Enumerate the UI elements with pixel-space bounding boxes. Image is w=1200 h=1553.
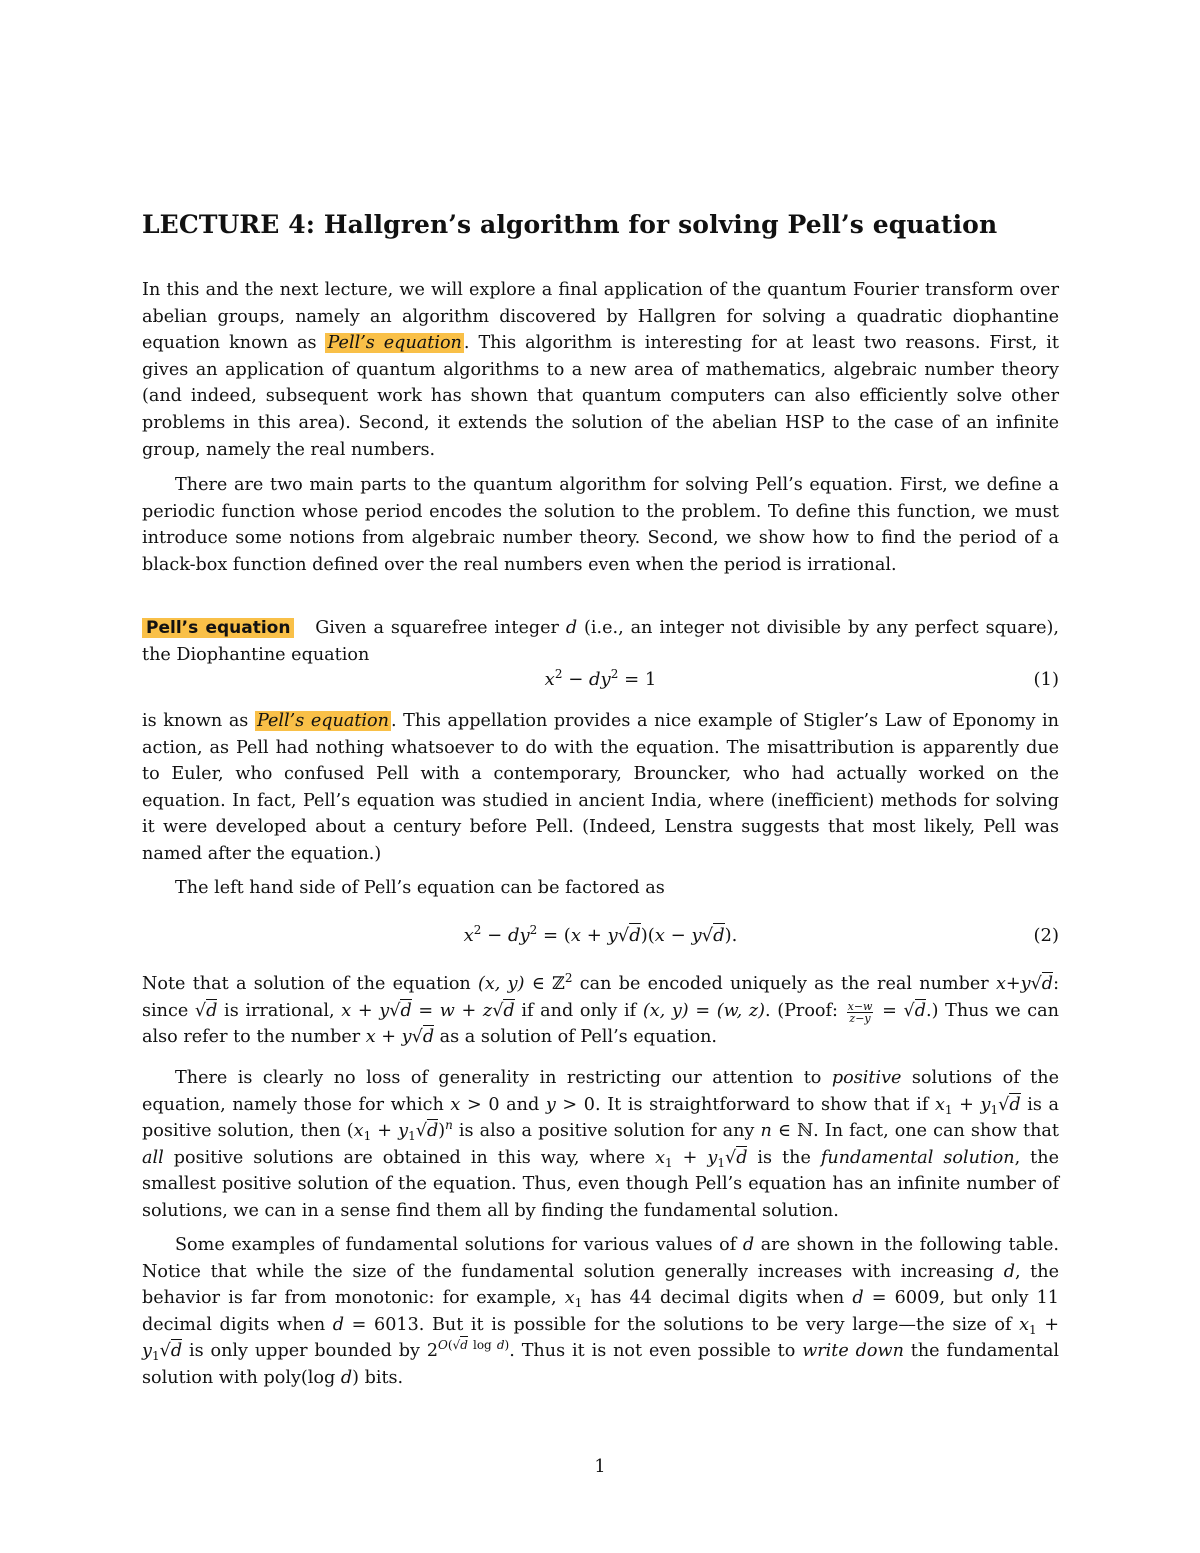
equation-1 xyxy=(142,669,1059,699)
lecture-title: LECTURE 4: Hallgren’s algorithm for solving Pell’s equation xyxy=(142,210,998,239)
equation-number: (2) xyxy=(1033,925,1059,946)
pells-equation-section: Pell’s equation Given a squarefree integer d (i.e., an integer not divisible by any perfect square), the Diophantine equation xyxy=(142,618,1059,665)
factor-paragraph: The left hand side of Pell’s equation can be factored as xyxy=(175,878,665,898)
equation-2 xyxy=(142,925,1059,955)
encoding-paragraph: Note that a solution of the equation (x, y) ∈ ℤ$^2$ can be encoded uniquely as the real number x+y√d: since √d is irrational, x + y√d = w + z√d if and only if (x, y) = (w, z). (Proof: $\frac{x-w}{z-y}$ = √d.) Thus we can also refer to the number x + y√d as a solution of Pell’s equation. xyxy=(142,971,1059,1048)
section-heading: Pell’s equation xyxy=(142,618,294,638)
history-paragraph: is known as Pell’s equation . This appellation provides a nice example of Stigler’s Law of Eponomy in action, as Pell had nothing whatsoever to do with the equation. The misattribution is apparently due to Euler, who confused Pell with a contemporary, Brouncker, who had actually worked on the equation. In fact, Pell’s equation was studied in ancient India, where (inefficient) methods for solving it were developed about a century before Pell. (Indeed, Lenstra suggests that most likely, Pell was named after the equation.) xyxy=(142,711,1059,864)
equation-number: (1) xyxy=(1033,669,1059,690)
highlight-pells-equation: Pell’s equation xyxy=(327,333,462,354)
highlight-pells-equation: Pell’s equation xyxy=(256,711,389,731)
equation-2-body: $x^2 - dy^2 = (x + y√d)(x - y√d)$. xyxy=(463,923,738,946)
positive-solutions-paragraph: There is clearly no loss of generality in restricting our attention to positive solutions of the equation, namely those for which x > 0 and y > 0. It is straightforward to show that if $x_1 + y_1√d$ is a positive solution, then $(x_1 + y_1√d)^n$ is also a positive solution for any n ∈ ℕ. In fact, one can show that all positive solutions are obtained in this way, where $x_1 + y_1√d$ is the fundamental solution, the smallest positive solution of the equation. Thus, even though Pell’s equation has an infinite number of solutions, we can in a sense find them all by finding the fundamental solution. xyxy=(142,1068,1059,1221)
equation-1-body: $x^2 - dy^2 = 1$ xyxy=(544,667,657,690)
overview-paragraph: There are two main parts to the quantum algorithm for solving Pell’s equation. First, we define a periodic function whose period encodes the solution to the problem. To define this function, we must introduce some notions from algebraic number theory. Second, we show how to find the period of a black-box function defined over the real numbers even when the period is irrational. xyxy=(142,475,1059,575)
intro-paragraph: In this and the next lecture, we will explore a final application of the quantum Fourier transform over abelian groups, namely an algorithm discovered by Hallgren for solving a quadratic diophantine equation known as Pell’s equation . This algorithm is interesting for at least two reasons. First, it gives an application of quantum algorithms to a new area of mathematics, algebraic number theory (and indeed, subsequent work has shown that quantum computers can also efficiently solve other problems in this area). Second, it extends the solution of the abelian HSP to the case of an infinite group, namely the real numbers. xyxy=(142,280,1059,460)
page-number: 1 xyxy=(594,1457,606,1477)
examples-paragraph: Some examples of fundamental solutions for various values of d are shown in the following table. Notice that while the size of the fundamental solution generally increases with increasing d, the behavior is far from monotonic: for example, $x_1$ has 44 decimal digits when d = 6009, but only 11 decimal digits when d = 6013. But it is possible for the solutions to be very large—the size of $x_1 + y_1√d$ is only upper bounded by $2^{O(√d log d)}$. Thus it is not even possible to write down the fundamental solution with poly(log d) bits. xyxy=(142,1235,1060,1388)
